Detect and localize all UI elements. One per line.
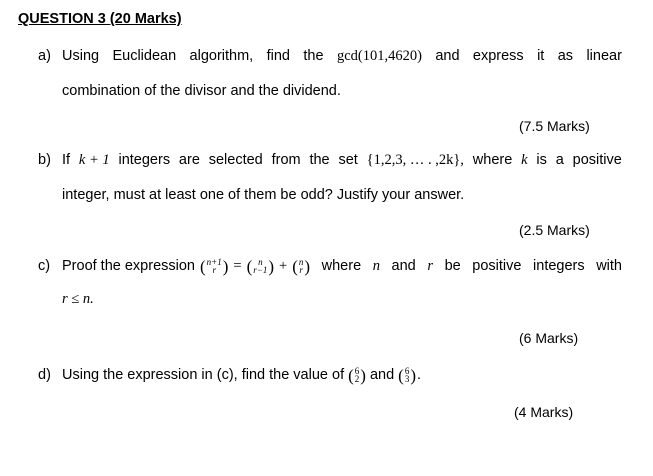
period: . (416, 367, 422, 383)
word: is (536, 152, 547, 168)
word: set (338, 152, 358, 168)
var-r: r (427, 257, 433, 274)
word: Euclidean (112, 48, 177, 64)
question-title: QUESTION 3 (20 Marks) (18, 11, 182, 27)
word: and (391, 258, 416, 274)
part-b-label: b) (38, 152, 51, 168)
part-d-line1 (62, 364, 421, 386)
word: integers (533, 258, 585, 274)
equals-sign: = (233, 257, 242, 274)
word: a (555, 152, 564, 168)
and-word: and (369, 367, 395, 383)
word: If (62, 152, 71, 168)
var-n: n (372, 257, 380, 274)
part-a-line1 (62, 48, 622, 65)
part-c-line1 (62, 255, 622, 277)
binom-bottom: 2 (354, 374, 360, 384)
binomial-n-plus-1-r: ( n+1 r ) (200, 256, 229, 276)
binomial-n-r: ( n r ) (292, 256, 311, 276)
binom-bottom: 3 (404, 374, 410, 384)
word: from (271, 152, 301, 168)
binom-top: n (298, 257, 304, 267)
part-a-line2: combination of the divisor and the dividend. (62, 83, 341, 99)
word: where (472, 152, 513, 168)
part-d-label: d) (38, 367, 51, 383)
word: integers (118, 152, 171, 168)
word: the (303, 48, 324, 64)
gcd-expression: gcd(101,4620) (336, 48, 422, 64)
binom-bottom: r (212, 265, 216, 275)
binom-top: 6 (404, 366, 410, 376)
binomial-6-2: ( 6 2 ) (348, 365, 366, 385)
word: where (321, 258, 362, 274)
word: Using (62, 48, 100, 64)
part-d-text: Using the expression in (c), find the value of (62, 367, 345, 383)
word: selected (208, 152, 263, 168)
binom-bottom: r−1 (253, 265, 268, 275)
word: positive (472, 258, 522, 274)
binom-top: n (258, 257, 263, 267)
var-k: k (521, 152, 528, 168)
word: the (309, 152, 330, 168)
part-c-line2: r ≤ n. (62, 291, 94, 307)
part-b-line1 (62, 152, 622, 169)
part-b-line2: integer, must at least one of them be odd? Justify your answer. (62, 187, 465, 203)
word: be (444, 258, 461, 274)
word: find (266, 48, 290, 64)
part-c-marks: (6 Marks) (519, 330, 579, 346)
binomial-6-3: ( 6 3 ) (398, 365, 416, 385)
word: as (557, 48, 574, 64)
k-plus-one: k + 1 (78, 152, 110, 168)
part-b-marks: (2.5 Marks) (519, 222, 590, 238)
word: it (537, 48, 545, 64)
part-d-marks: (4 Marks) (514, 404, 574, 420)
word: are (178, 152, 200, 168)
binom-bottom: r (299, 265, 303, 275)
plus-sign: + (279, 257, 288, 274)
word: linear (586, 48, 622, 64)
binom-top: n+1 (206, 257, 222, 267)
part-c-label: c) (38, 258, 51, 274)
part-a-marks: (7.5 Marks) (519, 118, 590, 134)
proof-text: Proof the expression (62, 258, 195, 274)
word: algorithm, (189, 48, 254, 64)
c-lead (62, 258, 310, 275)
word: and (435, 48, 460, 64)
binom-top: 6 (354, 366, 360, 376)
word: with (596, 258, 622, 274)
set-expression: {1,2,3, … . ,2k}, (366, 152, 464, 168)
word: express (472, 48, 524, 64)
binomial-n-r-minus-1: ( n r−1 ) (246, 256, 275, 276)
word: positive (572, 152, 622, 168)
part-a-label: a) (38, 48, 51, 64)
